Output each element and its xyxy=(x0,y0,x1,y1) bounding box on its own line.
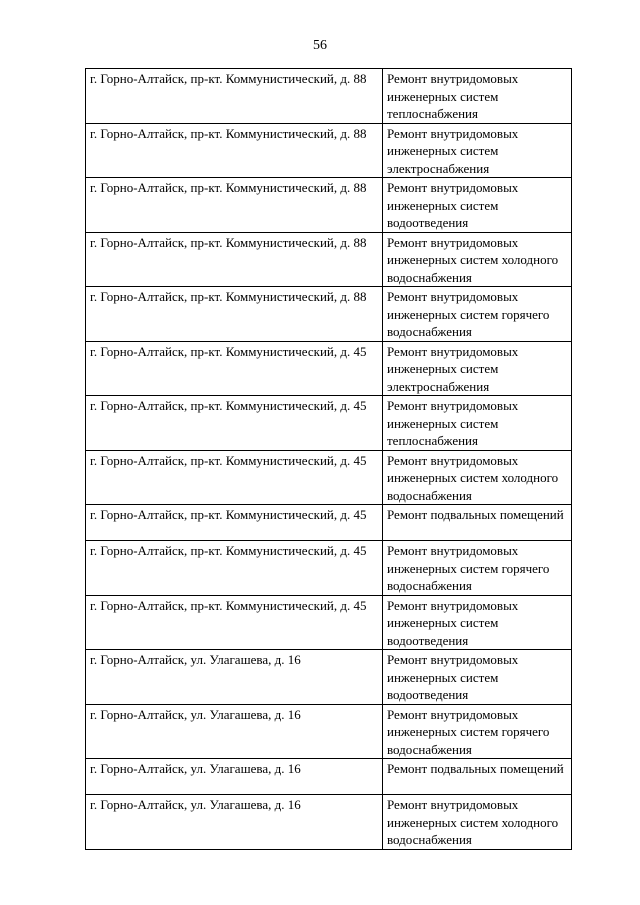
table-row xyxy=(86,541,572,596)
address-cell: г. Горно-Алтайск, пр-кт. Коммунистический, д. 88 xyxy=(86,287,383,342)
address-cell: г. Горно-Алтайск, пр-кт. Коммунистический, д. 88 xyxy=(86,232,383,287)
table-row xyxy=(86,341,572,396)
table-row xyxy=(86,396,572,451)
table-row xyxy=(86,232,572,287)
table-row xyxy=(86,450,572,505)
table-row xyxy=(86,595,572,650)
address-cell: г. Горно-Алтайск, ул. Улагашева, д. 16 xyxy=(86,704,383,759)
table-row xyxy=(86,123,572,178)
table-row xyxy=(86,505,572,541)
table-row xyxy=(86,795,572,850)
address-cell: г. Горно-Алтайск, пр-кт. Коммунистический, д. 45 xyxy=(86,341,383,396)
work-type-cell: Ремонт подвальных помещений xyxy=(383,505,572,541)
table-row xyxy=(86,650,572,705)
table-row xyxy=(86,69,572,124)
work-type-cell: Ремонт внутридомовых инженерных систем холодного водоснабжения xyxy=(383,795,572,850)
address-cell: г. Горно-Алтайск, ул. Улагашева, д. 16 xyxy=(86,650,383,705)
address-cell: г. Горно-Алтайск, ул. Улагашева, д. 16 xyxy=(86,759,383,795)
work-type-cell: Ремонт внутридомовых инженерных систем холодного водоснабжения xyxy=(383,232,572,287)
table-row xyxy=(86,287,572,342)
address-cell: г. Горно-Алтайск, пр-кт. Коммунистический, д. 45 xyxy=(86,505,383,541)
address-cell: г. Горно-Алтайск, пр-кт. Коммунистический, д. 45 xyxy=(86,541,383,596)
table-row xyxy=(86,704,572,759)
address-cell: г. Горно-Алтайск, пр-кт. Коммунистический, д. 45 xyxy=(86,595,383,650)
work-type-cell: Ремонт внутридомовых инженерных систем холодного водоснабжения xyxy=(383,450,572,505)
address-cell: г. Горно-Алтайск, пр-кт. Коммунистический, д. 88 xyxy=(86,69,383,124)
work-type-cell: Ремонт подвальных помещений xyxy=(383,759,572,795)
work-type-cell: Ремонт внутридомовых инженерных систем водоотведения xyxy=(383,178,572,233)
work-type-cell: Ремонт внутридомовых инженерных систем горячего водоснабжения xyxy=(383,287,572,342)
address-cell: г. Горно-Алтайск, пр-кт. Коммунистический, д. 45 xyxy=(86,450,383,505)
page-number: 56 xyxy=(313,38,327,53)
work-type-cell: Ремонт внутридомовых инженерных систем электроснабжения xyxy=(383,123,572,178)
address-cell: г. Горно-Алтайск, ул. Улагашева, д. 16 xyxy=(86,795,383,850)
table-row xyxy=(86,759,572,795)
works-table xyxy=(85,68,572,850)
address-cell: г. Горно-Алтайск, пр-кт. Коммунистический, д. 45 xyxy=(86,396,383,451)
work-type-cell: Ремонт внутридомовых инженерных систем теплоснабжения xyxy=(383,396,572,451)
address-cell: г. Горно-Алтайск, пр-кт. Коммунистический, д. 88 xyxy=(86,178,383,233)
work-type-cell: Ремонт внутридомовых инженерных систем водоотведения xyxy=(383,650,572,705)
work-type-cell: Ремонт внутридомовых инженерных систем горячего водоснабжения xyxy=(383,541,572,596)
work-type-cell: Ремонт внутридомовых инженерных систем горячего водоснабжения xyxy=(383,704,572,759)
work-type-cell: Ремонт внутридомовых инженерных систем водоотведения xyxy=(383,595,572,650)
work-type-cell: Ремонт внутридомовых инженерных систем теплоснабжения xyxy=(383,69,572,124)
table-row xyxy=(86,178,572,233)
work-type-cell: Ремонт внутридомовых инженерных систем электроснабжения xyxy=(383,341,572,396)
address-cell: г. Горно-Алтайск, пр-кт. Коммунистический, д. 88 xyxy=(86,123,383,178)
